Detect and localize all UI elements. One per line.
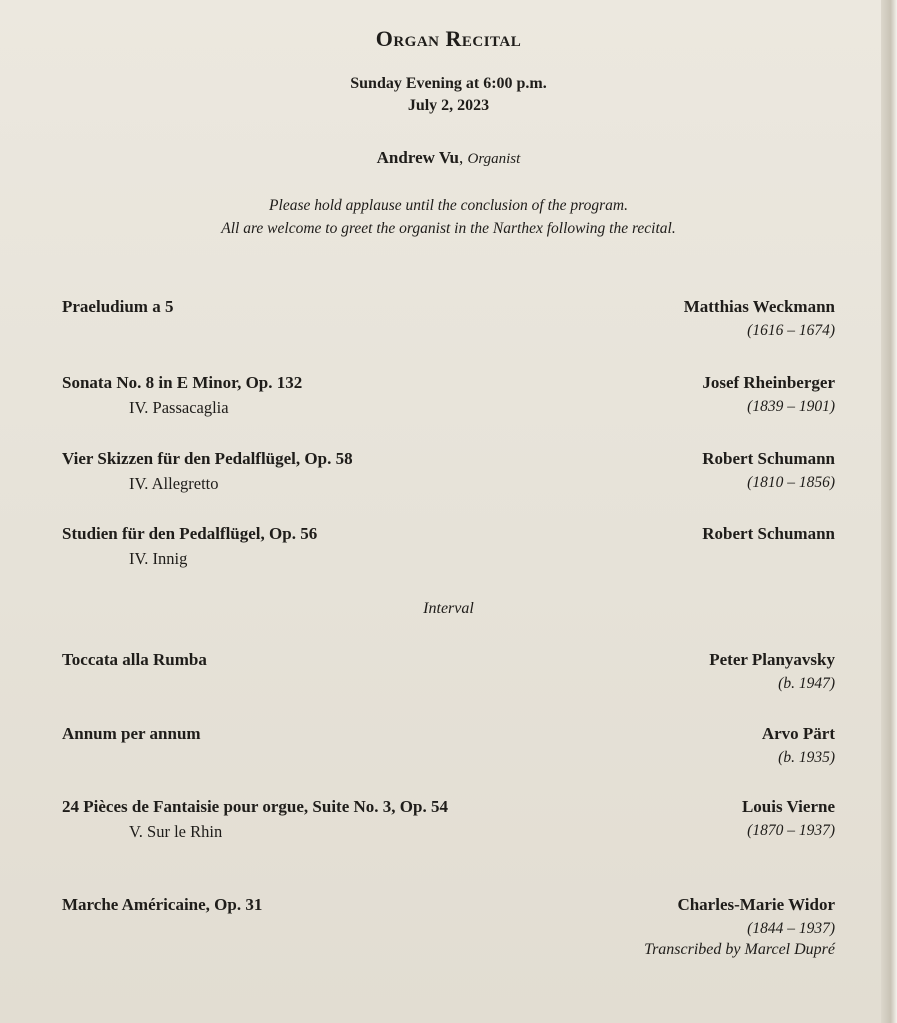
applause-note: Please hold applause until the conclusion of the program.: [269, 197, 628, 214]
transcription-credit: Transcribed by Marcel Dupré: [644, 941, 835, 958]
page-title: Organ Recital: [375, 26, 522, 51]
work-title: 24 Pièces de Fantaisie pour orgue, Suite No. 3, Op. 54: [62, 797, 448, 816]
composer-dates: (1810 – 1856): [747, 474, 835, 491]
composer-name: Peter Planyavsky: [709, 650, 835, 669]
composer-name: Charles-Marie Widor: [677, 895, 835, 914]
composer-dates: (1870 – 1937): [747, 822, 835, 839]
work-title: Vier Skizzen für den Pedalflügel, Op. 58: [62, 449, 353, 468]
composer-name: Matthias Weckmann: [683, 297, 835, 316]
composer-dates: (1839 – 1901): [747, 398, 835, 415]
work-title: Toccata alla Rumba: [62, 650, 207, 669]
composer-dates: (b. 1935): [778, 749, 835, 766]
composer-name: Louis Vierne: [741, 797, 835, 816]
performer: Andrew Vu, Organist: [376, 148, 521, 167]
movement: IV. Allegretto: [129, 474, 219, 493]
composer-dates: (1616 – 1674): [747, 322, 835, 339]
movement: V. Sur le Rhin: [129, 822, 223, 841]
work-title: Studien für den Pedalflügel, Op. 56: [62, 524, 318, 543]
composer-name: Robert Schumann: [702, 449, 835, 468]
performer-role: Organist: [467, 151, 521, 167]
movement: IV. Innig: [129, 549, 188, 568]
composer-dates: (b. 1947): [778, 675, 835, 692]
composer-name: Arvo Pärt: [761, 724, 835, 743]
work-title: Sonata No. 8 in E Minor, Op. 132: [62, 373, 303, 392]
work-title: Praeludium a 5: [62, 297, 174, 316]
movement: IV. Passacaglia: [129, 398, 229, 417]
work-title: Marche Américaine, Op. 31: [62, 895, 263, 914]
interval-label: Interval: [423, 600, 474, 617]
work-title: Annum per annum: [62, 724, 201, 743]
composer-dates: (1844 – 1937): [747, 920, 835, 937]
composer-name: Josef Rheinberger: [702, 373, 835, 392]
greeting-note: All are welcome to greet the organist in the Narthex following the recital.: [221, 220, 676, 237]
performer-name: Andrew Vu: [376, 148, 460, 167]
composer-name: Robert Schumann: [702, 524, 835, 543]
date-line-1: Sunday Evening at 6:00 p.m.: [350, 75, 547, 92]
date-line-2: July 2, 2023: [407, 97, 490, 114]
